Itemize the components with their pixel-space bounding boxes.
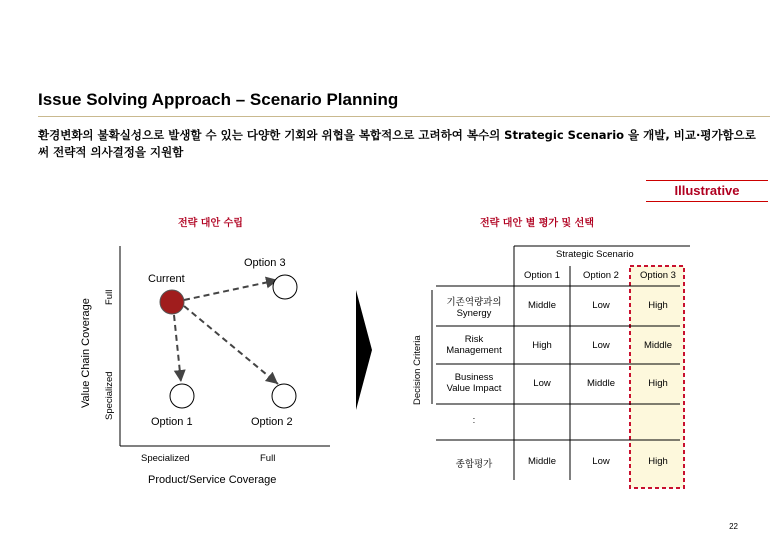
criterion-value-impact xyxy=(436,372,512,394)
column-header-option2: Option 2 xyxy=(583,270,619,281)
left-panel-heading: 전략 대안 수립 xyxy=(178,218,243,229)
criterion-more: : xyxy=(472,415,476,426)
x-tick-full: Full xyxy=(260,453,276,464)
criterion-synergy xyxy=(436,294,512,319)
scenario-header: Strategic Scenario xyxy=(556,249,634,260)
option1-label: Option 1 xyxy=(151,416,193,428)
page-number: 22 xyxy=(729,522,738,531)
table-cell: Middle xyxy=(644,340,672,351)
column-header-option1: Option 1 xyxy=(524,270,560,281)
criterion-overall: 종합평가 xyxy=(455,459,493,470)
table-cell: Middle xyxy=(528,300,556,311)
table-cell: High xyxy=(648,378,668,389)
table-cell: Middle xyxy=(587,378,615,389)
right-panel-heading: 전략 대안 별 평가 및 선택 xyxy=(480,218,595,229)
page-subtitle: 환경변화의 불확실성으로 발생할 수 있는 다양한 기회와 위협을 복합적으로 고려하여 복수의 Strategic Scenario 을 개발, 비교·평가함으로써 전략적 의사결정을 지원함 xyxy=(38,128,756,159)
table-cell: Low xyxy=(533,378,551,389)
table-cell: Middle xyxy=(528,456,556,467)
illustrative-badge: Illustrative xyxy=(646,180,768,202)
decision-criteria-label: Decision Criteria xyxy=(412,335,423,405)
current-label: Current xyxy=(148,273,185,285)
criterion-line2: Value Impact xyxy=(446,383,502,394)
criterion-line1: 기존역량과의 xyxy=(446,297,502,308)
y-axis-label: Value Chain Coverage xyxy=(80,298,92,408)
x-axis-label: Product/Service Coverage xyxy=(148,474,277,486)
page-title: Issue Solving Approach – Scenario Planning xyxy=(38,90,399,109)
column-header-option3: Option 3 xyxy=(640,270,676,281)
table-cell: High xyxy=(648,456,668,467)
criterion-line1: Business xyxy=(454,372,494,383)
y-tick-specialized: Specialized xyxy=(104,371,115,420)
table-cell: Low xyxy=(592,340,610,351)
x-tick-specialized: Specialized xyxy=(141,453,190,464)
criterion-line1: Risk xyxy=(464,334,484,345)
table-cell: Low xyxy=(592,456,610,467)
criterion-line2: Synergy xyxy=(456,308,492,319)
table-cell: High xyxy=(648,300,668,311)
option2-label: Option 2 xyxy=(251,416,293,428)
criterion-risk xyxy=(436,334,512,356)
criterion-line2: Management xyxy=(446,345,502,356)
y-tick-full: Full xyxy=(104,289,115,305)
option3-label: Option 3 xyxy=(244,257,286,269)
table-cell: High xyxy=(532,340,552,351)
table-cell: Low xyxy=(592,300,610,311)
